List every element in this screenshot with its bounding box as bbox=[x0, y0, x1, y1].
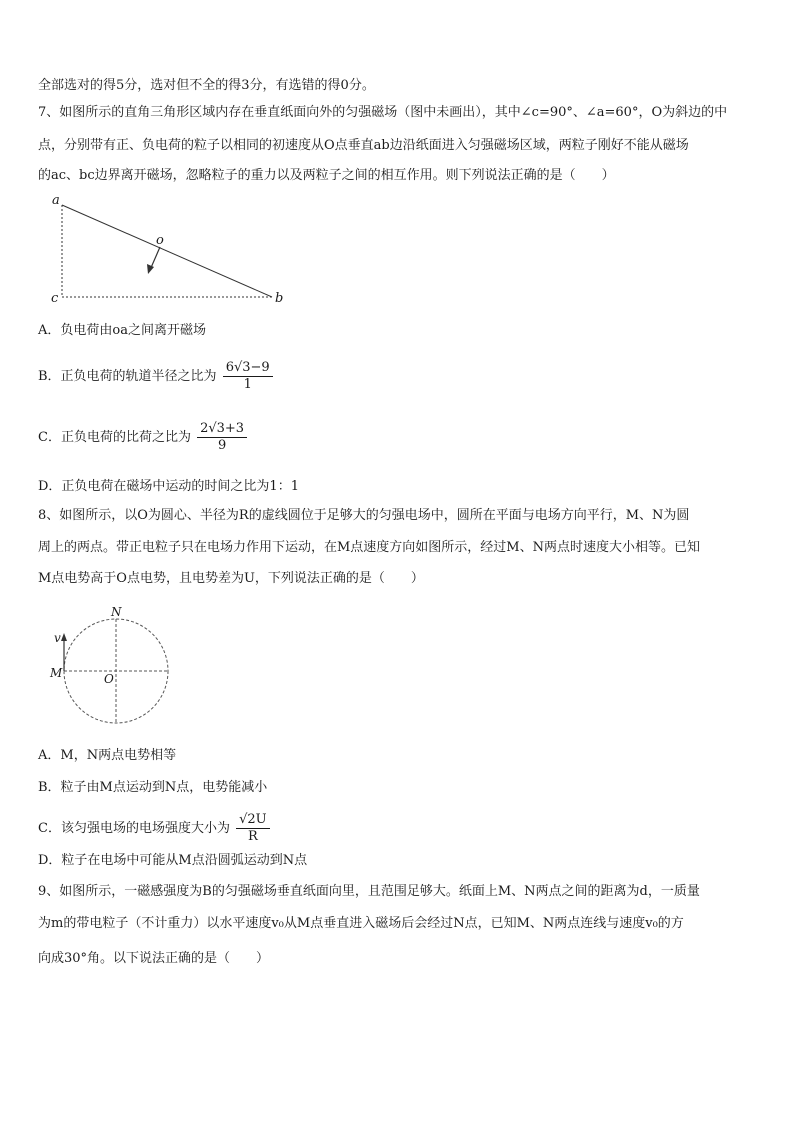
q7-option-c bbox=[38, 421, 247, 454]
q8-stem-line-3: M点电势高于O点电势，且电势差为U，下列说法正确的是（ ） bbox=[38, 571, 424, 586]
q7-label-c: c bbox=[51, 291, 59, 306]
q7-label-b: b bbox=[275, 291, 284, 306]
q7-option-c-denominator: 9 bbox=[217, 438, 227, 453]
q8-option-b: B．粒子由M点运动到N点，电势能减小 bbox=[38, 780, 268, 795]
q7-edge-ab bbox=[62, 205, 272, 297]
q7-option-b-fraction bbox=[223, 360, 273, 393]
q9-stem-line-1: 9、如图所示，一磁感强度为B的匀强磁场垂直纸面向里，且范围足够大。纸面上M、N两点之间的距离为d，一质量 bbox=[38, 884, 700, 899]
q9-stem-line-3: 向成30°角。以下说法正确的是（ ） bbox=[38, 951, 270, 966]
q8-option-c-fraction bbox=[236, 812, 270, 845]
q9-stem-line-2: 为m的带电粒子（不计重力）以水平速度v₀从M点垂直进入磁场后会经过N点，已知M、N两点连线与速度v₀的方 bbox=[38, 916, 684, 931]
q8-label-m: M bbox=[50, 666, 63, 680]
q8-option-c bbox=[38, 812, 270, 845]
q8-stem-line-2: 周上的两点。带正电粒子只在电场力作用下运动，在M点速度方向如图所示，经过M、N两点时速度大小相等。已知 bbox=[38, 540, 700, 555]
q7-option-c-fraction bbox=[197, 421, 247, 454]
q7-option-a: A．负电荷由oa之间离开磁场 bbox=[38, 323, 206, 338]
q7-option-d: D．正负电荷在磁场中运动的时间之比为1：1 bbox=[38, 479, 299, 494]
q7-option-c-numerator: 2√3+3 bbox=[197, 421, 247, 438]
q8-label-n: N bbox=[111, 605, 122, 619]
q7-option-b bbox=[38, 360, 273, 393]
q8-option-c-denominator: R bbox=[247, 829, 258, 844]
q7-arrowhead bbox=[147, 264, 154, 274]
intro-text: 全部选对的得5分，选对但不全的得3分，有选错的得0分。 bbox=[38, 78, 375, 93]
q8-label-o: O bbox=[104, 672, 114, 686]
q7-option-b-text: B．正负电荷的轨道半径之比为 bbox=[38, 369, 217, 384]
q7-label-o: o bbox=[156, 233, 164, 248]
q8-stem-line-1: 8、如图所示，以O为圆心、半径为R的虚线圆位于足够大的匀强电场中，圆所在平面与电场方向平行，M、N为圆 bbox=[38, 508, 690, 523]
q8-circle-figure bbox=[40, 602, 180, 732]
q8-option-c-text: C．该匀强电场的电场强度大小为 bbox=[38, 821, 230, 836]
q7-stem-line-2: 点，分别带有正、负电荷的粒子以相同的初速度从O点垂直ab边沿纸面进入匀强磁场区域，两粒子刚好不能从磁场 bbox=[38, 138, 689, 153]
q7-triangle-figure bbox=[40, 190, 300, 310]
q7-option-b-denominator: 1 bbox=[243, 377, 252, 392]
q7-option-c-text: C．正负电荷的比荷之比为 bbox=[38, 430, 191, 445]
q7-stem-line-1: 7、如图所示的直角三角形区域内存在垂直纸面向外的匀强磁场（图中未画出），其中∠c=90°、∠a=60°，O为斜边的中 bbox=[38, 105, 728, 120]
q8-option-c-numerator: √2U bbox=[236, 812, 270, 829]
q8-label-v: v bbox=[54, 631, 61, 645]
q7-label-a: a bbox=[52, 193, 60, 208]
q8-option-d: D．粒子在电场中可能从M点沿圆弧运动到N点 bbox=[38, 853, 308, 868]
q8-option-a: A．M，N两点电势相等 bbox=[38, 748, 177, 763]
q7-stem-line-3: 的ac、bc边界离开磁场，忽略粒子的重力以及两粒子之间的相互作用。则下列说法正确的是（ ） bbox=[38, 168, 615, 183]
q7-option-b-numerator: 6√3−9 bbox=[223, 360, 273, 377]
q8-arrowhead bbox=[61, 633, 67, 641]
